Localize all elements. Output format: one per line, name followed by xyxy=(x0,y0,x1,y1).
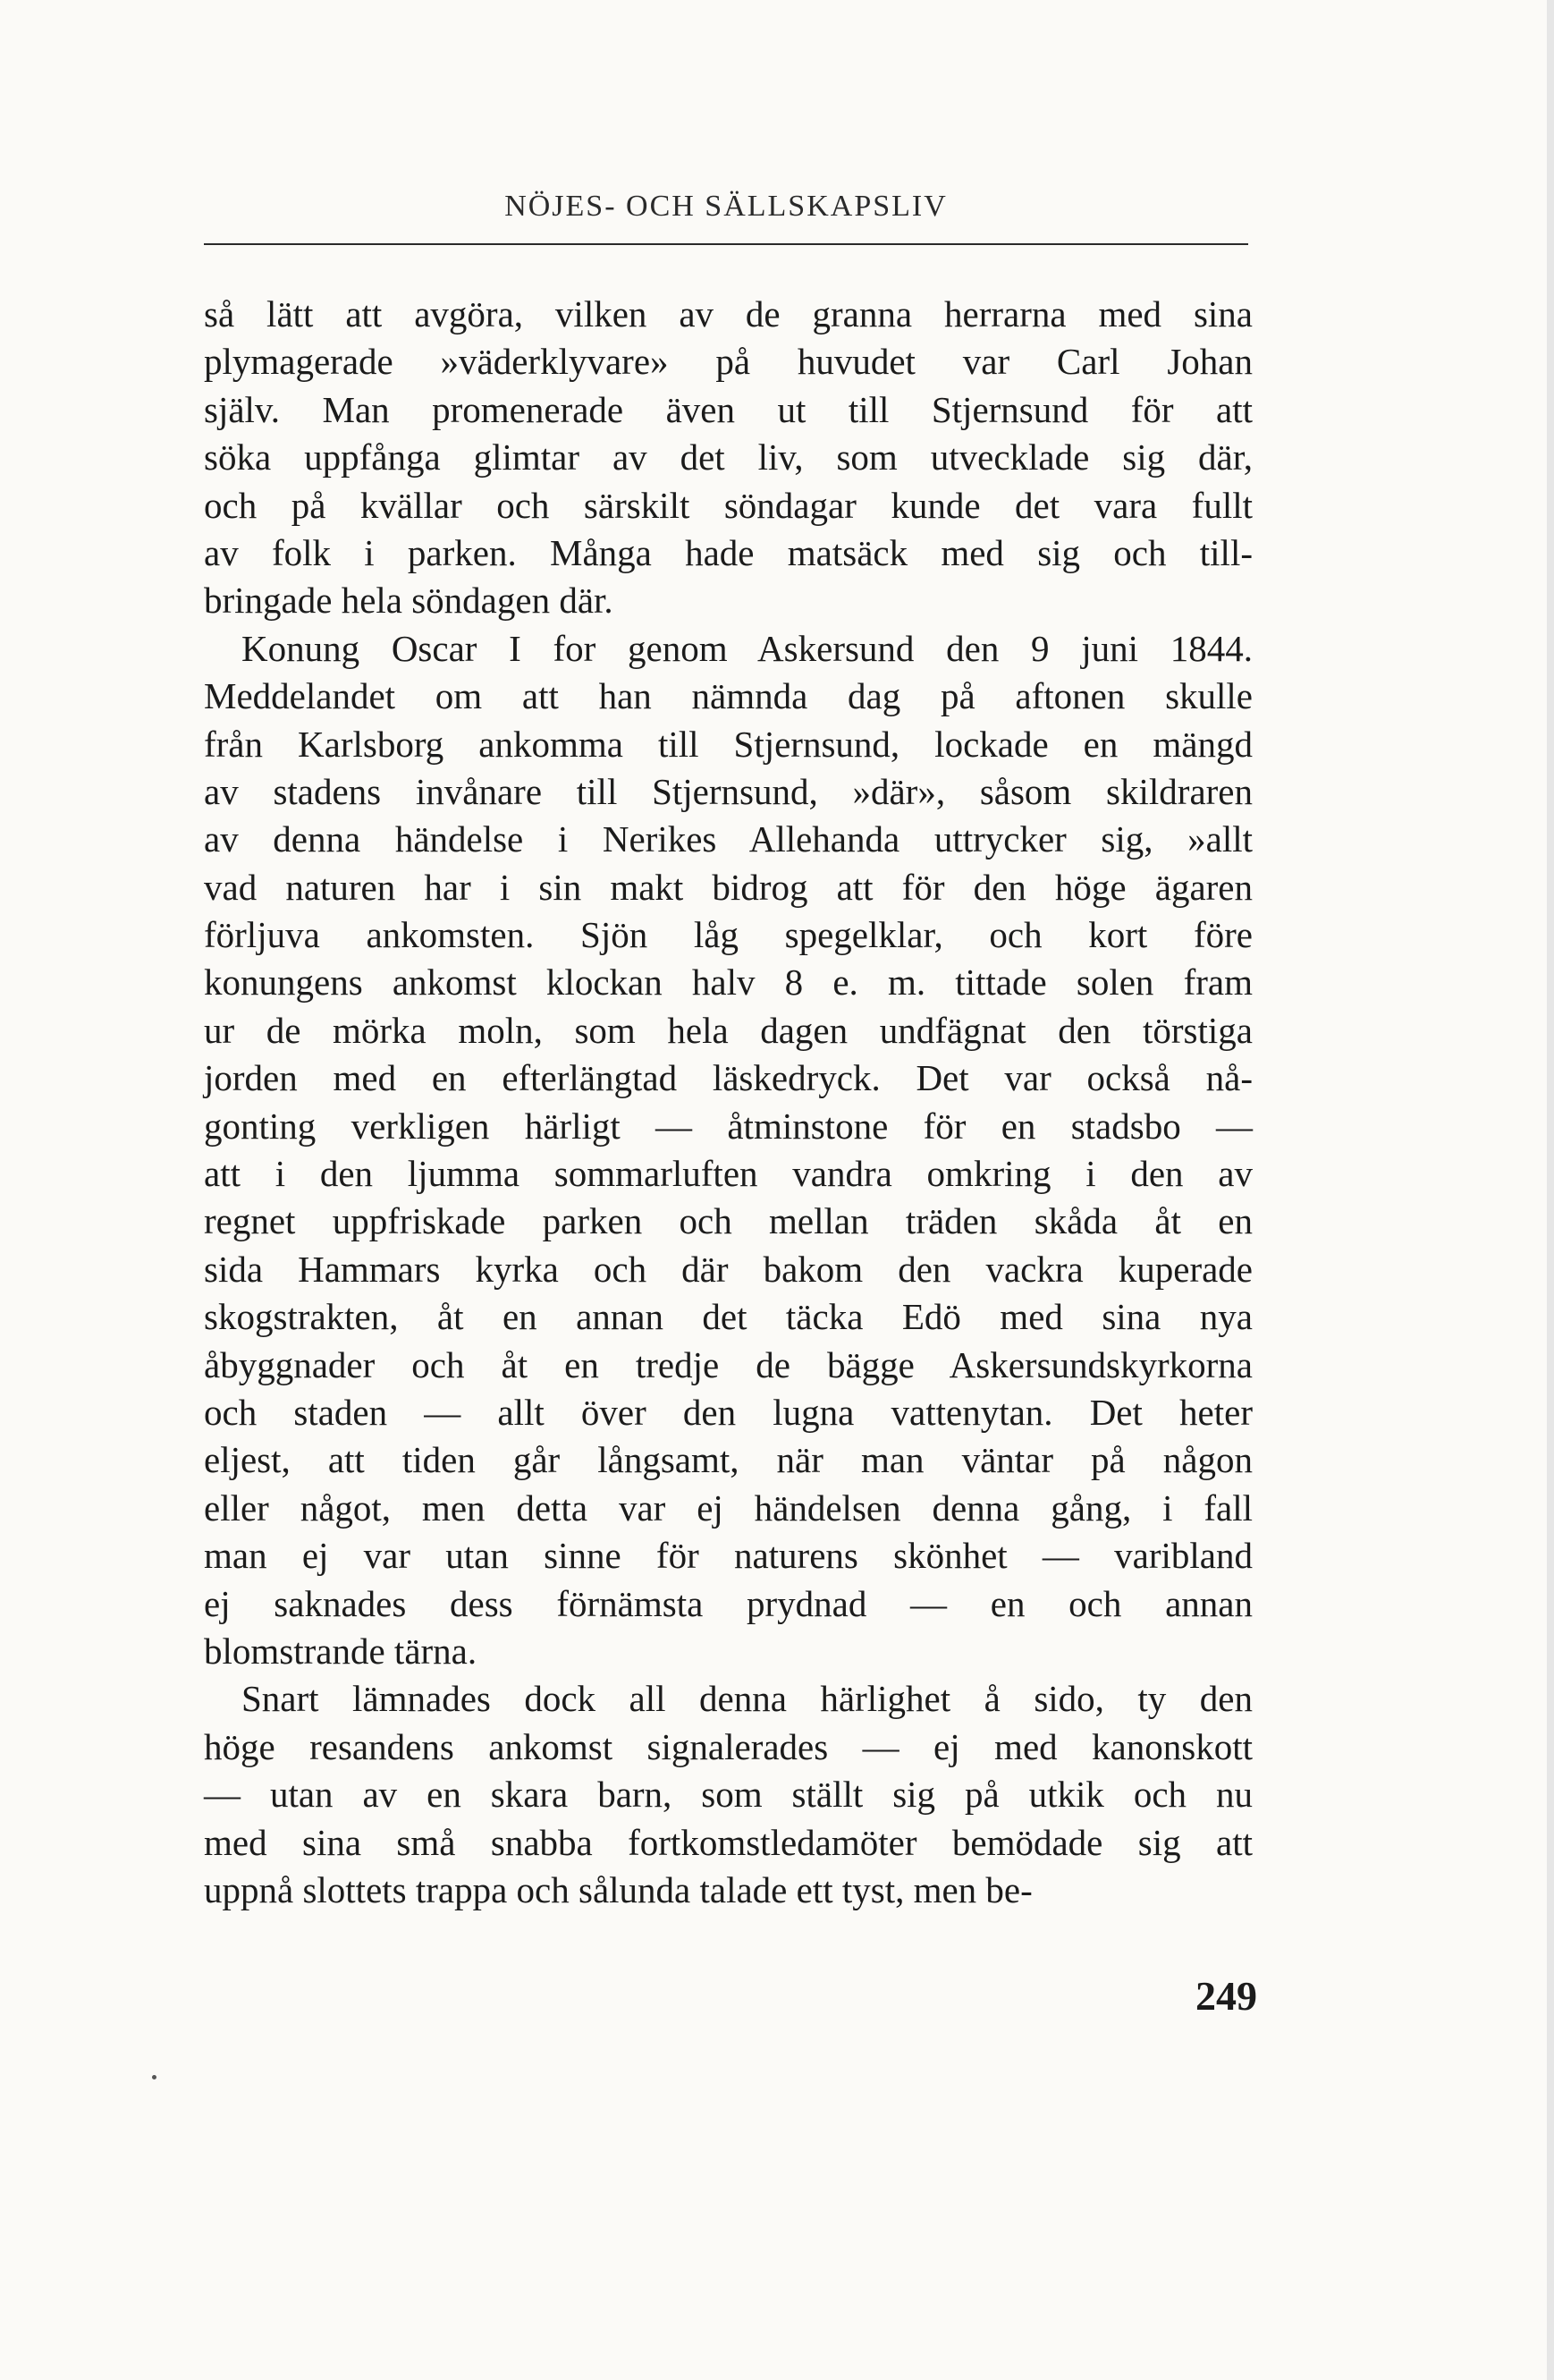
page-edge xyxy=(1547,0,1554,2380)
text-line: Konung Oscar I for genom Askersund den 9 juni 1844. xyxy=(241,627,1253,669)
running-header: NÖJES- OCH SÄLLSKAPSLIV xyxy=(504,190,948,223)
text-line: Meddelandet om att han nämnda dag på aftonen skulle xyxy=(204,675,1253,717)
text-line: uppnå slottets trappa och sålunda talade ett tyst, men be- xyxy=(204,1868,1033,1910)
text-line: man ej var utan sinne för naturens skönhet — varibland xyxy=(204,1535,1253,1577)
text-line: eljest, att tiden går långsamt, när man väntar på någon xyxy=(204,1439,1253,1481)
text-line: av stadens invånare till Stjernsund, »där», såsom skildraren xyxy=(204,770,1253,812)
text-line: jorden med en efterlängtad läskedryck. Det var också nå- xyxy=(204,1057,1253,1099)
text-line: konungens ankomst klockan halv 8 e. m. tittade solen fram xyxy=(204,961,1253,1004)
text-line: eller något, men detta var ej händelsen denna gång, i fall xyxy=(204,1486,1253,1529)
text-line: och på kvällar och särskilt söndagar kunde det vara fullt xyxy=(204,484,1253,526)
page-number: 249 xyxy=(1195,1973,1257,2019)
text-line: ur de mörka moln, som hela dagen undfägnat den törstiga xyxy=(204,1009,1253,1051)
text-line: blomstrande tärna. xyxy=(204,1630,477,1672)
text-line: åbyggnader och åt en tredje de bägge Askersundskyrkorna xyxy=(204,1343,1253,1385)
text-line: förljuva ankomsten. Sjön låg spegelklar, och kort före xyxy=(204,914,1253,956)
text-line: och staden — allt över den lugna vattenytan. Det heter xyxy=(204,1391,1253,1433)
text-line: regnet uppfriskade parken och mellan träden skåda åt en xyxy=(204,1200,1253,1242)
text-line: ej saknades dess förnämsta prydnad — en och annan xyxy=(204,1582,1253,1624)
header-rule xyxy=(204,243,1248,245)
text-line: gonting verkligen härligt — åtminstone för en stadsbo — xyxy=(204,1105,1253,1147)
text-line: att i den ljumma sommarluften vandra omkring i den av xyxy=(204,1153,1253,1195)
text-line: av denna händelse i Nerikes Allehanda uttrycker sig, »allt xyxy=(204,818,1253,860)
text-line: Snart lämnades dock all denna härlighet å sido, ty den xyxy=(241,1678,1253,1720)
text-line: bringade hela söndagen där. xyxy=(204,580,613,622)
text-line: så lätt att avgöra, vilken av de granna herrarna med sina xyxy=(204,293,1253,335)
text-line: skogstrakten, åt en annan det täcka Edö med sina nya xyxy=(204,1296,1253,1338)
text-line: av folk i parken. Många hade matsäck med sig och till- xyxy=(204,531,1253,573)
text-line: sida Hammars kyrka och där bakom den vackra kuperade xyxy=(204,1248,1253,1290)
text-line: — utan av en skara barn, som ställt sig på utkik och nu xyxy=(204,1774,1253,1816)
text-line: själv. Man promenerade även ut till Stjernsund för att xyxy=(204,388,1253,430)
text-line: från Karlsborg ankomma till Stjernsund, lockade en mängd xyxy=(204,723,1253,765)
text-line: med sina små snabba fortkomstledamöter bemödade sig att xyxy=(204,1821,1253,1863)
text-line: söka uppfånga glimtar av det liv, som utvecklade sig där, xyxy=(204,436,1253,479)
text-line: plymagerade »väderklyvare» på huvudet var Carl Johan xyxy=(204,341,1253,383)
text-line: höge resandens ankomst signalerades — ej med kanonskott xyxy=(204,1725,1253,1767)
paper-speck xyxy=(152,2075,156,2079)
text-line: vad naturen har i sin makt bidrog att för den höge ägaren xyxy=(204,866,1253,908)
body-text xyxy=(204,291,1253,1914)
